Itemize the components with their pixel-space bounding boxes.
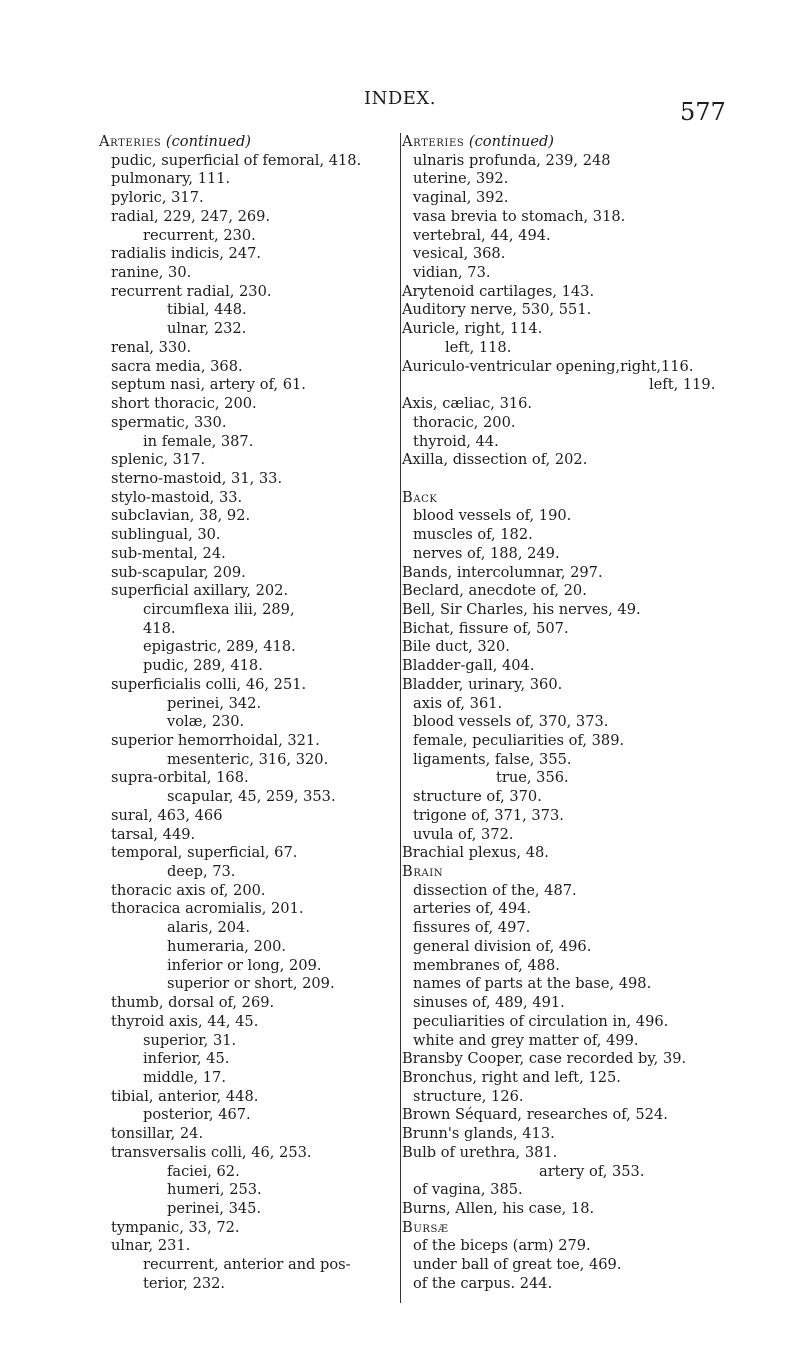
entry-text: superficial axillary, 202. bbox=[111, 582, 289, 600]
entry-text: tibial, 448. bbox=[167, 301, 247, 319]
entry-text: ligaments, false, 355. bbox=[413, 750, 572, 768]
index-entry bbox=[99, 1069, 399, 1088]
entry-text: thoracica acromialis, 201. bbox=[111, 900, 304, 918]
index-entry bbox=[99, 1050, 399, 1069]
index-entry bbox=[401, 1106, 706, 1125]
entry-text: thyroid, 44. bbox=[413, 432, 499, 450]
entry-text: trigone of, 371, 373. bbox=[413, 806, 564, 824]
entry-text: terior, 232. bbox=[143, 1274, 226, 1292]
entry-text: tarsal, 449. bbox=[111, 825, 196, 843]
index-entry bbox=[401, 189, 706, 208]
entry-text: in female, 387. bbox=[143, 432, 254, 450]
index-entry bbox=[401, 545, 706, 564]
index-entry bbox=[401, 526, 706, 545]
index-column-left bbox=[99, 133, 399, 1294]
entry-text: circumflexa ilii, 289, bbox=[143, 600, 295, 618]
index-entry bbox=[401, 433, 706, 452]
entry-text: superior, 31. bbox=[143, 1031, 237, 1049]
entry-text: mesenteric, 316, 320. bbox=[167, 750, 329, 768]
entry-text: sublingual, 30. bbox=[111, 526, 221, 544]
entry-text: uvula of, 372. bbox=[413, 825, 514, 843]
index-entry bbox=[401, 1013, 706, 1032]
entry-text: alaris, 204. bbox=[167, 919, 250, 937]
index-entry bbox=[401, 564, 706, 583]
index-entry bbox=[99, 545, 399, 564]
index-entry bbox=[401, 507, 706, 526]
entry-text: stylo-mastoid, 33. bbox=[111, 488, 243, 506]
index-heading bbox=[99, 133, 399, 152]
entry-text: superficialis colli, 46, 251. bbox=[111, 675, 307, 693]
entry-text: blood vessels of, 370, 373. bbox=[413, 713, 609, 731]
index-entry bbox=[99, 414, 399, 433]
entry-text: faciei, 62. bbox=[167, 1162, 240, 1180]
index-entry bbox=[99, 376, 399, 395]
index-entry bbox=[401, 638, 706, 657]
entry-text: vesical, 368. bbox=[413, 245, 506, 263]
index-entry bbox=[401, 395, 706, 414]
index-entry bbox=[99, 152, 399, 171]
entry-text: white and grey matter of, 499. bbox=[413, 1031, 639, 1049]
index-entry bbox=[401, 957, 706, 976]
index-entry bbox=[401, 676, 706, 695]
entry-gap bbox=[401, 470, 706, 489]
entry-text: Bands, intercolumnar, 297. bbox=[402, 563, 603, 581]
entry-text: volæ, 230. bbox=[167, 713, 245, 731]
entry-text: recurrent, 230. bbox=[143, 226, 256, 244]
index-heading bbox=[401, 1219, 706, 1238]
index-entry bbox=[99, 489, 399, 508]
index-entry bbox=[99, 1144, 399, 1163]
entry-text: dissection of the, 487. bbox=[413, 881, 577, 899]
entry-text: thumb, dorsal of, 269. bbox=[111, 994, 275, 1012]
entry-text: pudic, 289, 418. bbox=[143, 657, 263, 675]
entry-text: female, peculiarities of, 389. bbox=[413, 732, 625, 749]
entry-text: fissures of, 497. bbox=[413, 919, 531, 937]
entry-text: epigastric, 289, 418. bbox=[143, 638, 296, 656]
index-entry bbox=[401, 1144, 706, 1163]
index-entry bbox=[99, 358, 399, 377]
index-entry bbox=[99, 769, 399, 788]
index-entry bbox=[99, 807, 399, 826]
entry-text: peculiarities of circulation in, 496. bbox=[413, 1012, 669, 1030]
entry-text: Back bbox=[402, 488, 438, 506]
index-entry bbox=[401, 1237, 706, 1256]
entry-text: sinuses of, 489, 491. bbox=[413, 994, 565, 1012]
entry-text: thoracic axis of, 200. bbox=[111, 881, 266, 899]
entry-text: muscles of, 182. bbox=[413, 526, 533, 544]
entry-text: thoracic, 200. bbox=[413, 413, 516, 431]
entry-text: sub-scapular, 209. bbox=[111, 563, 246, 581]
index-entry bbox=[99, 170, 399, 189]
index-entry bbox=[99, 1219, 399, 1238]
entry-text: supra-orbital, 168. bbox=[111, 769, 249, 787]
index-entry bbox=[99, 751, 399, 770]
index-entry bbox=[401, 1163, 706, 1182]
index-entry bbox=[99, 938, 399, 957]
entry-text: pyloric, 317. bbox=[111, 189, 204, 207]
entry-text: structure of, 370. bbox=[413, 788, 542, 806]
index-entry bbox=[401, 900, 706, 919]
index-entry bbox=[401, 826, 706, 845]
entry-text: superior hemorrhoidal, 321. bbox=[111, 732, 320, 749]
index-entry bbox=[401, 152, 706, 171]
index-entry bbox=[99, 320, 399, 339]
index-entry bbox=[401, 1088, 706, 1107]
index-entry bbox=[99, 638, 399, 657]
entry-text: Auditory nerve, 530, 551. bbox=[402, 301, 592, 319]
entry-text: superior or short, 209. bbox=[167, 975, 335, 993]
index-entry bbox=[99, 957, 399, 976]
entry-text: vertebral, 44, 494. bbox=[413, 226, 551, 244]
index-entry bbox=[99, 1200, 399, 1219]
entry-text: Auriculo-ventricular opening,right,116. bbox=[402, 357, 694, 375]
index-entry bbox=[401, 1181, 706, 1200]
index-entry bbox=[401, 919, 706, 938]
entry-text: vidian, 73. bbox=[413, 264, 491, 282]
entry-text: blood vessels of, 190. bbox=[413, 507, 572, 525]
index-entry bbox=[99, 994, 399, 1013]
index-entry bbox=[401, 283, 706, 302]
index-entry bbox=[401, 227, 706, 246]
entry-text: Bransby Cooper, case recorded by, 39. bbox=[402, 1050, 687, 1068]
index-entry bbox=[99, 863, 399, 882]
index-entry bbox=[99, 844, 399, 863]
entry-text: humeri, 253. bbox=[167, 1181, 262, 1199]
entry-text: ulnaris profunda, 239, 248 bbox=[413, 151, 611, 169]
entry-text: of the carpus. 244. bbox=[413, 1274, 553, 1292]
entry-text: radialis indicis, 247. bbox=[111, 245, 262, 263]
entry-text: Arteries bbox=[402, 133, 465, 150]
entry-text: Bladder-gall, 404. bbox=[402, 657, 535, 675]
index-entry bbox=[99, 1088, 399, 1107]
entry-text: transversalis colli, 46, 253. bbox=[111, 1143, 312, 1161]
entry-text: Axilla, dissection of, 202. bbox=[402, 451, 588, 469]
entry-text: sural, 463, 466 bbox=[111, 806, 223, 824]
entry-text: sterno-mastoid, 31, 33. bbox=[111, 469, 283, 487]
entry-text: subclavian, 38, 92. bbox=[111, 507, 251, 525]
index-entry bbox=[99, 657, 399, 676]
entry-text: Axis, cæliac, 316. bbox=[402, 395, 533, 413]
entry-text: vaginal, 392. bbox=[413, 189, 509, 207]
entry-text: Bulb of urethra, 381. bbox=[402, 1143, 558, 1161]
entry-text: of vagina, 385. bbox=[413, 1181, 523, 1199]
index-entry bbox=[401, 1050, 706, 1069]
index-entry bbox=[401, 807, 706, 826]
index-entry bbox=[99, 1163, 399, 1182]
entry-text: Arytenoid cartilages, 143. bbox=[402, 282, 595, 300]
index-entry bbox=[401, 301, 706, 320]
entry-text: Burns, Allen, his case, 18. bbox=[402, 1199, 595, 1217]
index-entry bbox=[99, 975, 399, 994]
index-entry bbox=[401, 264, 706, 283]
index-entry bbox=[99, 713, 399, 732]
entry-text: perinei, 345. bbox=[167, 1199, 262, 1217]
index-entry bbox=[99, 695, 399, 714]
entry-text: 418. bbox=[143, 619, 176, 637]
index-entry bbox=[99, 882, 399, 901]
entry-text: Bile duct, 320. bbox=[402, 638, 510, 656]
index-entry bbox=[99, 227, 399, 246]
index-entry bbox=[99, 676, 399, 695]
index-entry bbox=[99, 582, 399, 601]
entry-text: Bursæ bbox=[402, 1218, 449, 1236]
index-entry bbox=[99, 264, 399, 283]
entry-text: perinei, 342. bbox=[167, 694, 262, 712]
index-entry bbox=[99, 395, 399, 414]
index-entry bbox=[99, 208, 399, 227]
entry-text: Bronchus, right and left, 125. bbox=[402, 1068, 621, 1086]
index-entry bbox=[99, 1106, 399, 1125]
entry-text: tympanic, 33, 72. bbox=[111, 1218, 240, 1236]
index-entry bbox=[99, 339, 399, 358]
index-entry bbox=[401, 620, 706, 639]
index-entry bbox=[401, 208, 706, 227]
entry-text: true, 356. bbox=[496, 769, 569, 787]
entry-text: humeraria, 200. bbox=[167, 937, 287, 955]
entry-text: under ball of great toe, 469. bbox=[413, 1256, 622, 1274]
index-entry bbox=[99, 1275, 399, 1294]
index-entry bbox=[401, 994, 706, 1013]
page-header bbox=[0, 88, 800, 126]
entry-text: nerves of, 188, 249. bbox=[413, 544, 560, 562]
entry-text: spermatic, 330. bbox=[111, 413, 227, 431]
index-entry bbox=[401, 1032, 706, 1051]
index-entry bbox=[401, 414, 706, 433]
index-entry bbox=[99, 526, 399, 545]
entry-text: structure, 126. bbox=[413, 1087, 524, 1105]
index-entry bbox=[401, 582, 706, 601]
entry-text: general division of, 496. bbox=[413, 937, 592, 955]
index-entry bbox=[99, 283, 399, 302]
index-entry bbox=[401, 882, 706, 901]
entry-text: deep, 73. bbox=[167, 863, 236, 881]
entry-text: renal, 330. bbox=[111, 338, 192, 356]
entry-text: splenic, 317. bbox=[111, 451, 206, 469]
entry-continued-note: (continued) bbox=[464, 133, 554, 150]
index-entry bbox=[99, 620, 399, 639]
index-entry bbox=[401, 732, 706, 751]
index-entry bbox=[99, 601, 399, 620]
index-entry bbox=[99, 564, 399, 583]
index-entry bbox=[99, 1237, 399, 1256]
entry-text: left, 118. bbox=[445, 338, 512, 356]
index-heading bbox=[401, 133, 706, 152]
index-entry bbox=[401, 358, 706, 377]
entry-text: pulmonary, 111. bbox=[111, 170, 231, 188]
index-entry bbox=[99, 1013, 399, 1032]
entry-text: inferior, 45. bbox=[143, 1050, 230, 1068]
index-entry bbox=[401, 844, 706, 863]
index-entry bbox=[401, 320, 706, 339]
index-entry bbox=[401, 376, 716, 395]
entry-text: ranine, 30. bbox=[111, 264, 192, 282]
index-entry bbox=[401, 657, 706, 676]
entry-text: posterior, 467. bbox=[143, 1106, 251, 1124]
index-entry bbox=[99, 451, 399, 470]
index-entry bbox=[401, 339, 706, 358]
index-entry bbox=[401, 769, 706, 788]
entry-text: pudic, superficial of femoral, 418. bbox=[111, 151, 362, 169]
entry-text: temporal, superficial, 67. bbox=[111, 844, 298, 862]
entry-text: membranes of, 488. bbox=[413, 956, 560, 974]
entry-text: tonsillar, 24. bbox=[111, 1125, 204, 1143]
entry-text: sub-mental, 24. bbox=[111, 544, 226, 562]
entry-text: uterine, 392. bbox=[413, 170, 509, 188]
index-entry bbox=[401, 695, 706, 714]
index-entry bbox=[99, 732, 399, 751]
index-entry bbox=[99, 507, 399, 526]
index-entry bbox=[401, 751, 706, 770]
index-entry bbox=[99, 826, 399, 845]
entry-text: Brain bbox=[402, 863, 444, 881]
entry-text: septum nasi, artery of, 61. bbox=[111, 376, 306, 394]
entry-text: middle, 17. bbox=[143, 1068, 226, 1086]
index-entry bbox=[99, 788, 399, 807]
index-entry bbox=[401, 788, 706, 807]
entry-text: names of parts at the base, 498. bbox=[413, 975, 652, 993]
entry-text: Brachial plexus, 48. bbox=[402, 844, 549, 862]
index-heading bbox=[401, 489, 706, 508]
entry-text: axis of, 361. bbox=[413, 694, 503, 712]
index-entry bbox=[99, 919, 399, 938]
entry-text: Beclard, anecdote of, 20. bbox=[402, 582, 587, 600]
entry-text: sacra media, 368. bbox=[111, 357, 243, 375]
entry-text: Bell, Sir Charles, his nerves, 49. bbox=[402, 600, 641, 618]
index-entry bbox=[99, 1125, 399, 1144]
index-entry bbox=[99, 900, 399, 919]
index-entry bbox=[99, 1181, 399, 1200]
entry-text: ulnar, 232. bbox=[167, 320, 247, 338]
entry-text: inferior or long, 209. bbox=[167, 956, 322, 974]
entry-text: radial, 229, 247, 269. bbox=[111, 207, 271, 225]
entry-text: Bichat, fissure of, 507. bbox=[402, 619, 569, 637]
index-entry bbox=[401, 1200, 706, 1219]
entry-text: left, 119. bbox=[649, 376, 716, 394]
index-entry bbox=[401, 1125, 706, 1144]
entry-text: Bladder, urinary, 360. bbox=[402, 675, 563, 693]
page-title: INDEX. bbox=[364, 88, 436, 109]
index-entry bbox=[401, 1275, 706, 1294]
entry-text: Auricle, right, 114. bbox=[402, 320, 543, 338]
entry-text: of the biceps (arm) 279. bbox=[413, 1237, 591, 1255]
entry-text: tibial, anterior, 448. bbox=[111, 1087, 259, 1105]
index-heading bbox=[401, 863, 706, 882]
entry-text: short thoracic, 200. bbox=[111, 395, 257, 413]
entry-text: Arteries bbox=[99, 133, 162, 150]
index-entry bbox=[401, 601, 706, 620]
entry-text: recurrent, anterior and pos- bbox=[143, 1256, 351, 1274]
entry-text: vasa brevia to stomach, 318. bbox=[413, 207, 626, 225]
entry-text: Brunn's glands, 413. bbox=[402, 1125, 555, 1143]
entry-continued-note: (continued) bbox=[161, 133, 251, 150]
entry-text: scapular, 45, 259, 353. bbox=[167, 788, 336, 806]
entry-text: recurrent radial, 230. bbox=[111, 282, 272, 300]
entry-text: artery of, 353. bbox=[539, 1162, 645, 1180]
page-number: 577 bbox=[680, 98, 726, 126]
index-entry bbox=[401, 713, 706, 732]
index-entry bbox=[99, 1256, 399, 1275]
index-entry bbox=[401, 938, 706, 957]
entry-text: Brown Séquard, researches of, 524. bbox=[402, 1106, 668, 1124]
index-entry bbox=[99, 189, 399, 208]
entry-text: arteries of, 494. bbox=[413, 900, 532, 918]
index-entry bbox=[99, 1032, 399, 1051]
index-column-right bbox=[400, 133, 716, 1303]
entry-text: ulnar, 231. bbox=[111, 1237, 191, 1255]
index-entry bbox=[401, 451, 706, 470]
index-entry bbox=[99, 245, 399, 264]
entry-text: thyroid axis, 44, 45. bbox=[111, 1012, 259, 1030]
index-entry bbox=[401, 1069, 706, 1088]
index-entry bbox=[401, 975, 706, 994]
index-entry bbox=[401, 1256, 706, 1275]
index-entry bbox=[99, 470, 399, 489]
index-entry bbox=[99, 301, 399, 320]
index-entry bbox=[401, 170, 706, 189]
index-entry bbox=[401, 245, 706, 264]
index-entry bbox=[99, 433, 399, 452]
